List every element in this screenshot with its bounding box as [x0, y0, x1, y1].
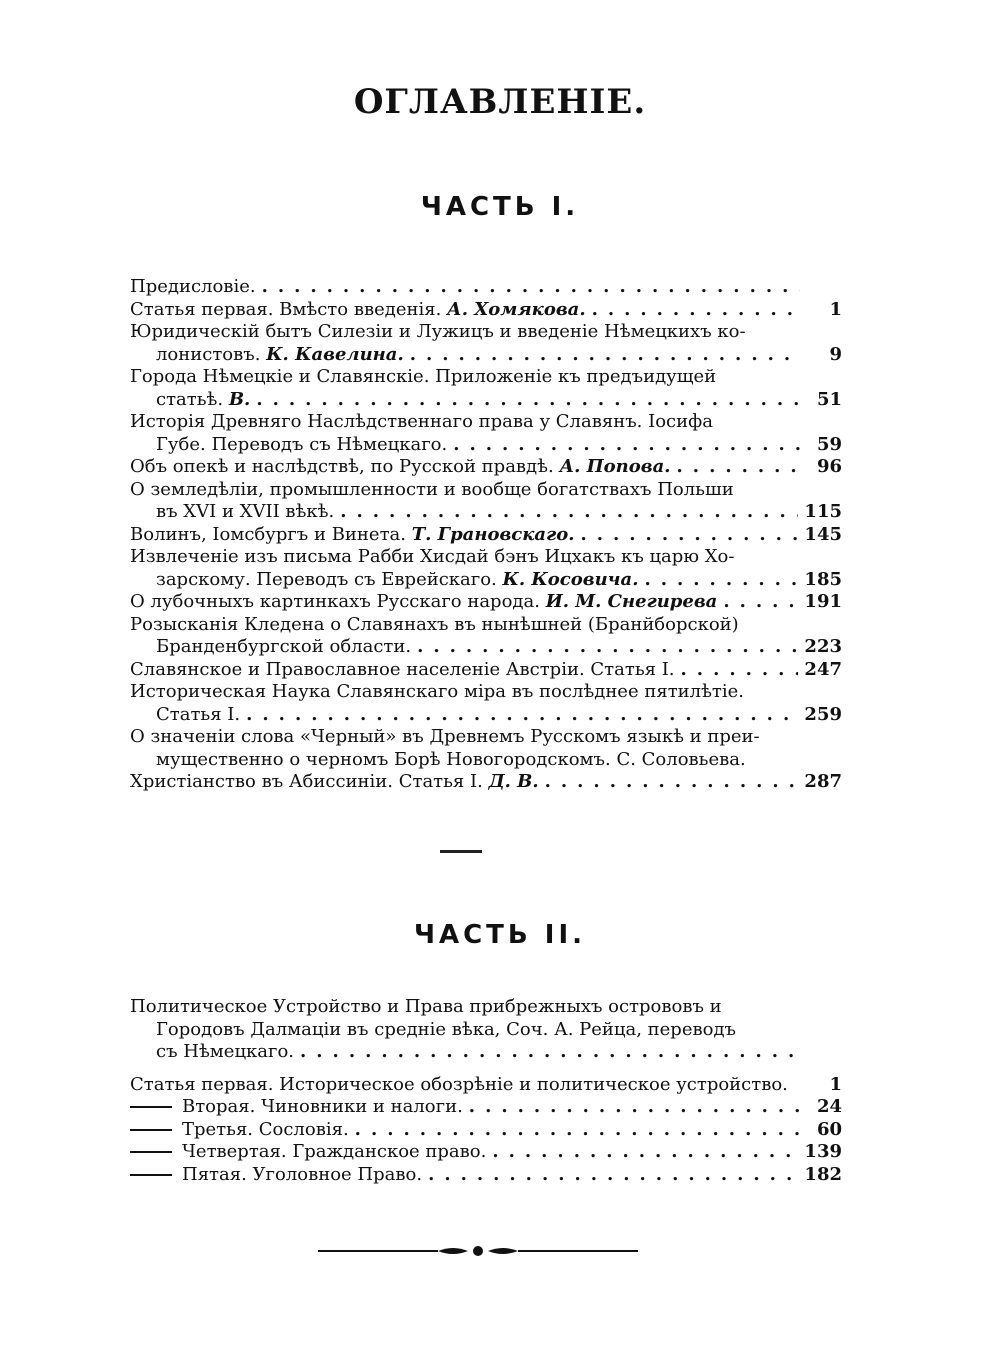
entry-title: Третья. Сословія.: [182, 1118, 349, 1140]
entry-title: Историческая Наука Славянскаго міра въ послѣднее пятилѣтіе.: [130, 681, 745, 702]
ornament-leaf-right: [488, 1248, 518, 1254]
page-number: 139: [804, 1141, 842, 1162]
entry-title: Города Нѣмецкіе и Славянскіе. Приложеніе къ предъидущей: [130, 366, 717, 387]
entry-title-cont: лонистовъ.: [156, 343, 261, 365]
entry-author: К. Косовича.: [502, 568, 639, 590]
toc-entry: [130, 681, 842, 726]
toc-entry: [130, 614, 842, 659]
toc-entry: [130, 591, 842, 614]
entry-title-cont: Статья I.: [156, 703, 241, 725]
dot-leader: [447, 434, 800, 457]
entry-author: К. Кавелина.: [266, 343, 404, 365]
em-dash: [130, 1129, 172, 1131]
ornament-center: [473, 1246, 483, 1256]
page-number: 185: [804, 568, 842, 590]
entry-author: Т. Грановскаго.: [411, 523, 575, 545]
dot-leader: [411, 636, 798, 659]
toc-entry: [130, 321, 842, 366]
toc-entry: [130, 659, 842, 682]
entry-title: Розысканія Кледена о Славянахъ въ нынѣшней (Бранйборской): [130, 613, 739, 635]
dot-leader: [422, 1164, 798, 1187]
entry-title: О лубочныхъ картинкахъ Русскаго народа.: [130, 591, 540, 612]
page-number: 60: [816, 1118, 842, 1140]
toc-entry: [130, 456, 842, 479]
dot-leader: [638, 569, 798, 592]
part-2-toc: [130, 996, 842, 1186]
page-number: 24: [816, 1096, 842, 1117]
page-number: 115: [804, 501, 842, 522]
entry-title-cont: Городовъ Далмаціи въ средніе вѣка, Соч. А. Рейца, переводъ: [156, 1018, 736, 1040]
page-number: 182: [804, 1163, 842, 1185]
entry-title: Славянское и Православное населеніе Австріи. Статья I.: [130, 658, 675, 680]
entry-title: Объ опекѣ и наслѣдствѣ, по Русской правдѣ.: [130, 456, 554, 477]
page-number: 9: [829, 343, 842, 365]
entry-title-cont: Бранденбургской области.: [156, 636, 412, 657]
toc-entry: [130, 1074, 842, 1097]
entry-title: Политическое Устройство и Права прибрежныхъ острововъ и: [130, 996, 722, 1017]
dot-leader: [294, 1041, 800, 1064]
entry-title-cont: мущественно о черномъ Борѣ Новогородскомъ. С. Соловьева.: [156, 748, 746, 770]
dot-leader: [717, 591, 798, 614]
dot-leader: [240, 704, 798, 727]
part-1-toc: [130, 276, 842, 794]
dot-leader: [574, 524, 798, 547]
dot-leader: [334, 501, 798, 524]
page-number: 223: [804, 636, 842, 657]
entry-title: Извлеченіе изъ письма Рабби Хисдай бэнъ Ицхакъ къ царю Хо-: [130, 546, 735, 567]
entry-title: Статья первая. Вмѣсто введенія.: [130, 298, 442, 320]
entry-title: О земледѣліи, промышленности и вообще богатствахъ Польши: [130, 478, 734, 500]
entry-title: Вторая. Чиновники и налоги.: [182, 1096, 463, 1117]
entry-title: Статья первая. Историческое обозрѣніе и политическое устройство.: [130, 1073, 788, 1095]
toc-entry: [130, 726, 842, 771]
dot-leader: [250, 389, 800, 412]
dot-leader: [463, 1096, 800, 1119]
part-2-heading: ЧАСТЬ II.: [413, 920, 587, 950]
entry-title: Исторія Древняго Наслѣдственнаго права у Славянъ. Іосифа: [130, 411, 713, 432]
toc-entry: [130, 366, 842, 411]
entry-title: Четвертая. Гражданское право.: [182, 1141, 487, 1162]
page-number: 247: [804, 658, 842, 680]
entry-author: А. Попова.: [559, 456, 671, 477]
entry-title-cont: въ XVI и XVII вѣкѣ.: [156, 501, 335, 522]
entry-title: О значеніи слова «Черный» въ Древнемъ Русскомъ языкѣ и преи-: [130, 726, 760, 747]
toc-entry: [130, 524, 842, 547]
entry-author: В.: [228, 388, 251, 410]
ornament-leaf-left: [438, 1248, 468, 1254]
entry-author: И. М. Снегирева: [545, 591, 718, 612]
em-dash: [130, 1174, 172, 1176]
entry-title-cont: статьѣ.: [156, 388, 224, 410]
toc-entry: [130, 1141, 842, 1164]
entry-title-cont: зарскому. Переводъ съ Еврейскаго.: [156, 568, 497, 590]
entry-title: Предисловіе.: [130, 276, 256, 297]
entry-title: Христіанство въ Абиссиніи. Статья I.: [130, 771, 483, 792]
page-number: 1: [829, 298, 842, 320]
page-number: 1: [829, 1073, 842, 1095]
em-dash: [130, 1151, 172, 1153]
page-number: 145: [804, 523, 842, 545]
toc-entry: [130, 996, 842, 1064]
toc-entry: [130, 299, 842, 322]
entry-author: Д. В.: [488, 771, 539, 792]
page-number: 287: [804, 771, 842, 792]
dot-leader: [349, 1119, 800, 1142]
part-1-heading: ЧАСТЬ I.: [420, 192, 580, 222]
page-number: 96: [816, 456, 842, 477]
toc-entry: [130, 479, 842, 524]
entry-title-cont: Губе. Переводъ съ Нѣмецкаго.: [156, 433, 448, 455]
page-number: 191: [804, 591, 842, 612]
page-number: 59: [816, 433, 842, 455]
entry-title: Волинъ, Іомсбургъ и Винета.: [130, 523, 406, 545]
toc-entry: [130, 771, 842, 794]
entry-title: Пятая. Уголовное Право.: [182, 1163, 423, 1185]
entry-title-cont: съ Нѣмецкаго.: [156, 1041, 295, 1062]
document-title: ОГЛАВЛЕНІЕ.: [353, 82, 647, 122]
dot-leader: [675, 659, 799, 682]
page-number: 51: [816, 388, 842, 410]
dot-leader: [586, 299, 800, 322]
dot-leader: [539, 771, 799, 794]
ornament-divider: [318, 1244, 638, 1258]
toc-entry: [130, 1164, 842, 1187]
page-number: 259: [804, 703, 842, 725]
dot-leader: [671, 456, 800, 479]
entry-author: А. Хомякова.: [447, 298, 586, 320]
dot-leader: [486, 1141, 798, 1164]
toc-entry: [130, 546, 842, 591]
dot-leader: [256, 276, 800, 299]
toc-entry: [130, 1119, 842, 1142]
entry-title: Юридическій бытъ Силезіи и Лужицъ и введеніе Нѣмецкихъ ко-: [130, 321, 746, 342]
em-dash: [130, 1106, 172, 1108]
toc-entry: [130, 411, 842, 456]
toc-entry: [130, 276, 842, 299]
toc-entry: [130, 1096, 842, 1119]
section-divider: [440, 850, 482, 853]
dot-leader: [404, 344, 800, 367]
